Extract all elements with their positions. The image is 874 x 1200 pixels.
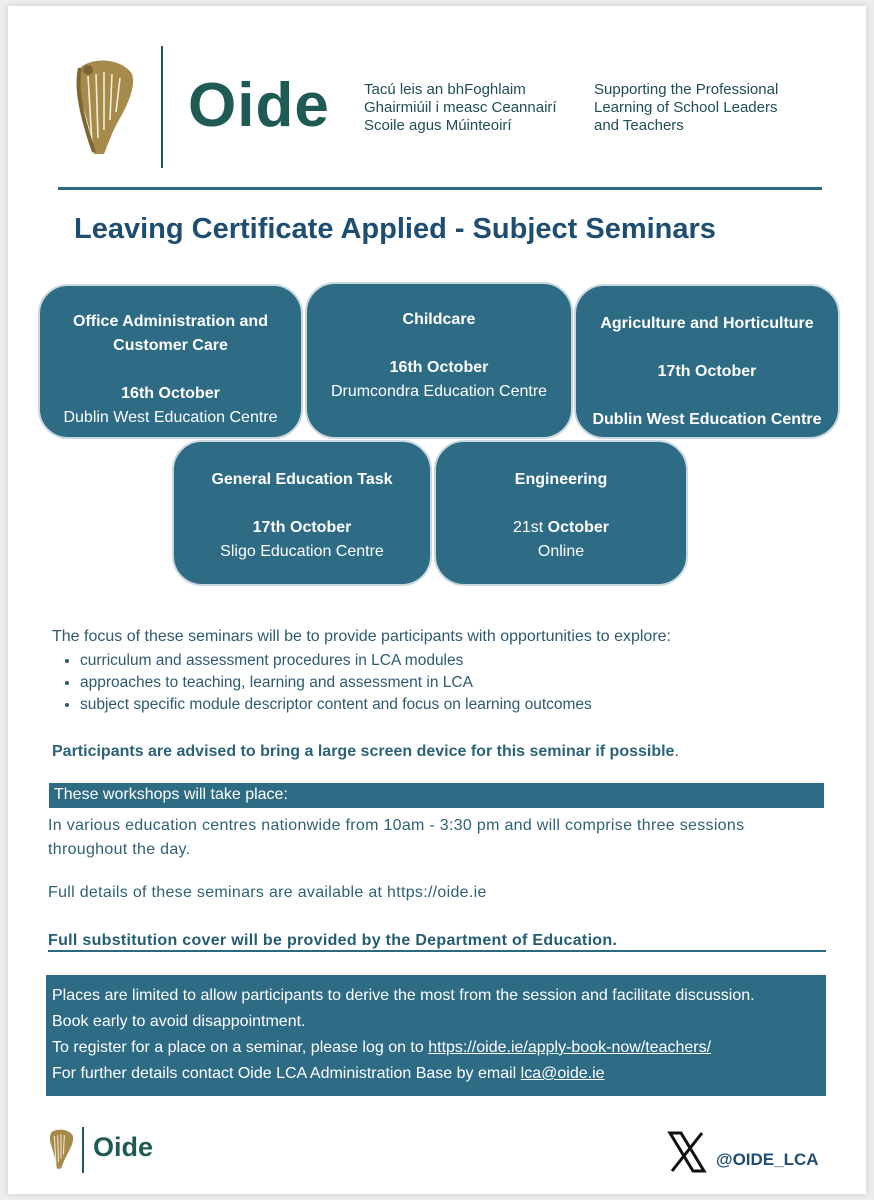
- focus-section: [52, 626, 832, 716]
- seminar-card-office-admin: Office Administration and Customer Care 16th October Dublin West Education Centre: [38, 284, 303, 439]
- poster-page: [8, 6, 866, 1194]
- footer-harp-icon: [46, 1126, 76, 1172]
- list-item: • approaches to teaching, learning and assessment in LCA: [80, 672, 832, 694]
- details-text: Full details of these seminars are available at https://oide.ie: [48, 884, 487, 901]
- logo-divider: [161, 46, 163, 168]
- footer-oide-logo: Oide: [93, 1132, 154, 1162]
- registration-box: Places are limited to allow participants to derive the most from the session and facilitate discussion. Book early to avoid disappointment. To register for a place on a seminar, please log on to https://oide.ie/apply-book-now/teachers/ For further details contact Oide LCA Administration Base by email lca@oide.ie: [46, 975, 826, 1096]
- header-rule: [58, 187, 822, 190]
- focus-list: [52, 650, 832, 716]
- substitution-note: Full substitution cover will be provided by the Department of Education.: [48, 932, 618, 949]
- footer-divider: [82, 1127, 84, 1173]
- tagline-irish: Tacú leis an bhFoghlaim Ghairmiúil i measc Ceannairí Scoile agus Múinteoirí: [364, 81, 557, 134]
- registration-link[interactable]: https://oide.ie/apply-book-now/teachers/: [428, 1039, 712, 1056]
- seminar-card-agriculture: Agriculture and Horticulture 17th October Dublin West Education Centre: [574, 284, 840, 439]
- list-item: • subject specific module descriptor content and focus on learning outcomes: [80, 694, 832, 716]
- social-handle[interactable]: @OIDE_LCA: [716, 1150, 819, 1169]
- device-advice: Participants are advised to bring a large screen device for this seminar if possible.: [52, 743, 679, 760]
- workshops-band: These workshops will take place:: [49, 783, 824, 808]
- harp-icon: [68, 56, 140, 158]
- email-link[interactable]: lca@oide.ie: [520, 1065, 605, 1082]
- page-title: Leaving Certificate Applied - Subject Seminars: [74, 213, 716, 245]
- substitution-rule: [48, 950, 826, 952]
- seminar-card-engineering: Engineering 21st October Online: [434, 440, 688, 586]
- seminar-card-general-education: General Education Task 17th October Sligo Education Centre: [172, 440, 432, 586]
- workshops-info: In various education centres nationwide from 10am - 3:30 pm and will comprise three sessions throughout the day.: [48, 817, 745, 858]
- seminar-card-childcare: Childcare 16th October Drumcondra Education Centre: [305, 282, 573, 439]
- x-logo-icon[interactable]: [667, 1131, 707, 1173]
- focus-intro: The focus of these seminars will be to provide participants with opportunities to explore:: [52, 628, 671, 645]
- tagline-english: Supporting the Professional Learning of School Leaders and Teachers: [594, 81, 779, 134]
- list-item: • curriculum and assessment procedures in LCA modules: [80, 650, 832, 672]
- oide-logo: Oide: [188, 71, 330, 140]
